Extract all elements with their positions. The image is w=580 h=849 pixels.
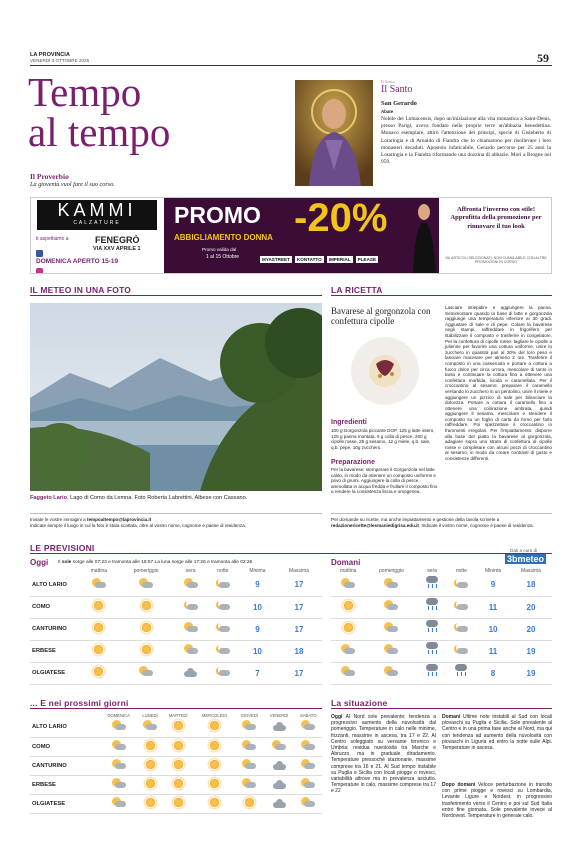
ad-address: VIA XXV APRILE 1 bbox=[93, 246, 141, 252]
sun-icon bbox=[145, 740, 156, 751]
forecast-row bbox=[30, 574, 322, 596]
partly-sunny-icon bbox=[139, 578, 153, 589]
sun-icon bbox=[93, 600, 104, 611]
forecast-row bbox=[331, 640, 552, 662]
partly-sunny-icon bbox=[341, 644, 355, 655]
col-mattina: mattina bbox=[90, 568, 108, 574]
city-name: CANTURINO bbox=[32, 626, 67, 632]
today-forecast-table bbox=[30, 568, 322, 685]
temp-max: 17 bbox=[294, 624, 304, 634]
partly-sunny-icon bbox=[112, 720, 126, 731]
sun-icon bbox=[173, 720, 184, 731]
ad-valid-dates: 1 al 15 Ottobre bbox=[206, 254, 240, 260]
ad-brand-item: KONTATTO bbox=[296, 257, 322, 262]
col-minima: Minima bbox=[484, 568, 502, 574]
partly-sunny-icon bbox=[384, 600, 398, 611]
temp-min: 11 bbox=[488, 602, 498, 612]
partly-sunny-icon bbox=[242, 759, 256, 770]
col-sera: sera bbox=[185, 568, 196, 574]
partly-sunny-icon bbox=[112, 740, 126, 751]
temp-min: 10 bbox=[252, 646, 262, 656]
moon-cloud-icon bbox=[216, 622, 230, 633]
rain-icon bbox=[425, 642, 439, 655]
tomorrow-forecast-table bbox=[331, 568, 552, 685]
saint-portrait bbox=[295, 80, 373, 186]
forecast-row bbox=[30, 596, 322, 618]
partly-sunny-icon bbox=[184, 644, 198, 655]
temp-min: 9 bbox=[490, 580, 496, 590]
cloud-icon bbox=[273, 780, 286, 789]
partly-sunny-icon bbox=[301, 740, 315, 751]
temp-max: 19 bbox=[526, 646, 536, 656]
city-name: ALTO LARIO bbox=[32, 581, 67, 588]
cloud-icon bbox=[273, 722, 286, 731]
sun-icon bbox=[145, 778, 156, 789]
next-days-row bbox=[30, 775, 322, 794]
temp-max: 20 bbox=[526, 624, 536, 634]
temp-max: 20 bbox=[526, 602, 536, 612]
forecast-row bbox=[331, 574, 552, 596]
ad-brand-list bbox=[260, 256, 378, 263]
ad-sunday: DOMENICA APERTO 15-19 bbox=[36, 258, 119, 265]
day-header: VENERDÌ bbox=[269, 713, 289, 718]
ricetta-section-title: LA RICETTA bbox=[331, 285, 383, 295]
forecast-row bbox=[331, 662, 552, 684]
temp-max: 18 bbox=[526, 580, 536, 590]
sun-icon bbox=[173, 759, 184, 770]
recipe-invite: Per domande su ricette, ma anche impiattamento e gestione della tavola scrivete a redazionericette@lesmaniedigrisa.edu.it. Indicate il vostro nome, cognome e paese di residenza. bbox=[331, 517, 534, 528]
partly-sunny-icon bbox=[143, 720, 157, 731]
sun-icon bbox=[209, 759, 220, 770]
sun-icon bbox=[343, 622, 354, 633]
rain-icon bbox=[425, 576, 439, 589]
section-title: Tempo al tempo bbox=[28, 69, 171, 155]
city-name: CANTURINO bbox=[32, 762, 67, 769]
page-number: 59 bbox=[537, 51, 549, 65]
sun-icon bbox=[145, 759, 156, 770]
moon-cloud-icon bbox=[454, 622, 468, 633]
next-days-row bbox=[30, 756, 322, 775]
forecast-row bbox=[331, 596, 552, 618]
forecast-row bbox=[331, 618, 552, 640]
data-credit: Dati a cura di bbox=[510, 548, 538, 553]
ad-tagline: Affronta l'inverno con stile! Approfitta della promozione per rinnovare il tuo look bbox=[450, 206, 542, 230]
sun-icon bbox=[173, 740, 184, 751]
temp-min: 8 bbox=[490, 668, 496, 678]
rain-icon bbox=[425, 664, 439, 677]
partly-sunny-icon bbox=[301, 720, 315, 731]
recipe-column-2: Lasciare intiepidire e aggiungere la panna. Semimontare quando la base di latte e gorgonzola raggiunge una temperatura inferiore ai 30 gradi. Aggiustare di sale e di pepe. Colare la bavarese negli stampi, raffreddare in frigorifero per stabilizzare il composto e trasferire in congelatore. Per la confettura di cipolle rosse: tagliare le cipolle a julienne per favorire una cottura uniforme, unire lo zucchero in quantità pari al 30% del loro peso e lasciare macerare per almeno 2 ore. Trasferire il composto in una casseruola e portare a cottura a fuoco dolce per circa un'ora, mescolare di tanto in tanto e continuare la cottura fino a ottenere una confettura morbida, lucida e caramellata. Per il croccantino al sesamo: preparare il caramello versando lo zucchero in un pentolino, unire il miele e aggiungere un pizzico di sale per bilanciare la dolcezza. Portare a cottura il caramello fino a ottenere una colorazione ambrata, quindi aggiungere il sesamo, mescolare e stendere il composto su un foglio di carta da forno per farlo raffreddare. Poi spezzettare il croccantino in frammenti irregolari. Per l'impiattamento: disporre alla base del piatto la bavarese al gorgonzola, adagiare sopra uno strato di confettura di cipolle rosse e completare con alcuni pezzi di croccantino al sesamo, in modo da creare contrasti di gusto e consistenze differenti. bbox=[445, 305, 552, 462]
temp-min: 9 bbox=[255, 580, 260, 590]
moon-cloud-icon bbox=[454, 644, 468, 655]
temp-max: 17 bbox=[294, 602, 304, 612]
day-header: GIOVEDÌ bbox=[240, 713, 259, 718]
city-name: ERBESE bbox=[32, 781, 56, 788]
proverbio-label: Il Proverbio bbox=[30, 172, 69, 181]
recipe-email-link[interactable]: redazionericette@lesmaniedigrisa.edu.it bbox=[331, 522, 419, 528]
moon-cloud-icon bbox=[216, 644, 230, 655]
cloud-icon bbox=[273, 761, 286, 770]
moon-cloud-icon bbox=[184, 600, 198, 611]
col-sera: sera bbox=[427, 568, 437, 574]
ad-promo: PROMO bbox=[174, 202, 261, 228]
advertisement[interactable] bbox=[30, 197, 552, 274]
rain-icon bbox=[425, 620, 439, 633]
forecast-row bbox=[30, 618, 322, 640]
next-days-row bbox=[30, 794, 322, 813]
city-name: OLGIATESE bbox=[32, 670, 66, 676]
sun-icon bbox=[93, 644, 104, 655]
col-massima: Massima bbox=[520, 568, 541, 574]
partly-sunny-icon bbox=[301, 797, 315, 808]
temp-max: 17 bbox=[294, 668, 304, 678]
partly-sunny-icon bbox=[112, 778, 126, 789]
temp-min: 10 bbox=[488, 624, 498, 634]
ad-valid-label: Promo valida dal bbox=[202, 247, 237, 252]
sun-icon bbox=[93, 666, 104, 677]
sun-icon bbox=[141, 600, 152, 611]
city-name: ERBESE bbox=[32, 648, 56, 654]
partly-sunny-icon bbox=[112, 797, 126, 808]
recipe-title: Bavarese al gorgonzola con confettura cipolle bbox=[331, 306, 431, 326]
temp-min: 9 bbox=[255, 624, 260, 634]
moon-cloud-icon bbox=[454, 600, 468, 611]
ad-model-image bbox=[409, 198, 439, 274]
social-icons bbox=[36, 244, 54, 251]
ad-fine-print: SU ARTICOLI SELEZIONATI. NON CUMULABILE CON ALTRE PROMOZIONI IN CORSO bbox=[445, 256, 547, 264]
sun-icon bbox=[209, 720, 220, 731]
situation-tomorrow: Domani Ultime note instabili al Sud con locali piovaschi su Puglia e Sicilia. Sole prevalente al Centro e in una prima fase anche al Nord, ma qui con tendenza ad aumento della nuvolosità con piovaschi in Liguria ed entro la notte sulle Alpi. Temperature in ascesa. bbox=[442, 714, 553, 752]
sun-icon bbox=[141, 644, 152, 655]
sun-icon bbox=[209, 740, 220, 751]
sun-icon bbox=[93, 622, 104, 633]
proverbio-text: La gioventù vuol fare il suo corso. bbox=[30, 181, 115, 188]
sun-icon bbox=[209, 797, 220, 808]
paper-name: LA PROVINCIA bbox=[30, 52, 70, 58]
situazione-title: La situazione bbox=[331, 698, 388, 708]
partly-sunny-icon bbox=[301, 759, 315, 770]
photo-caption: Faggeto Lario. Lago di Como da Lemna. Foto Roberta Labrettini. Albese con Cassano. bbox=[30, 495, 248, 501]
day-header: SABATO bbox=[299, 713, 317, 718]
sun-icon bbox=[173, 778, 184, 789]
col-massima: Massima bbox=[288, 568, 309, 574]
temp-min: 11 bbox=[488, 646, 498, 656]
sun-moon-info: Il sole sorge alle 07:23 e tramonta alle 18:57 La luna sorge alle 17:26 e tramonta alle 02:26 bbox=[58, 560, 253, 565]
prossimi-title: ... E nei prossimi giorni bbox=[30, 698, 129, 708]
col-pomeriggio: pomeriggio bbox=[379, 568, 404, 574]
partly-sunny-icon bbox=[242, 720, 256, 731]
partly-sunny-icon bbox=[139, 666, 153, 677]
ad-discount: -20% bbox=[294, 197, 388, 240]
forecast-row bbox=[30, 662, 322, 684]
temp-max: 18 bbox=[294, 646, 304, 656]
ad-brand-item: MYASTREET bbox=[262, 257, 290, 262]
temp-max: 19 bbox=[526, 668, 536, 678]
col-minima: Minima bbox=[249, 568, 266, 574]
sun-icon bbox=[145, 797, 156, 808]
moon-cloud-icon bbox=[216, 578, 230, 589]
next-days-table bbox=[30, 713, 322, 814]
partly-sunny-icon bbox=[301, 778, 315, 789]
ad-category: ABBIGLIAMENTO DONNA bbox=[174, 233, 273, 242]
photo-email-link[interactable]: tempoaltempo@laprovincia.it bbox=[86, 517, 152, 522]
sun-icon bbox=[244, 797, 255, 808]
situation-today: Oggi Al Nord sole prevalente; tendenza a progressivo aumento della nuvolosità dal pomeriggio. Temperature in calo nelle minime, frizzanti, massime in ascesa, tra 17 e 22. Al Centro soleggiato su versante tirrenico e Umbria; residua nuvolosità tra Marche e Abruzzo, ma in graduale diradamento. Temperature pressoché stazionarie, massime comprese tra 16 e 21. Al Sud tempo instabile su Puglia e Sicilia con locali piogge o rovesci, variabilità altrove ma in prevalenza asciutto. Temperature in calo, massime comprese tra 17 e 22 bbox=[331, 714, 436, 795]
sun-icon bbox=[173, 797, 184, 808]
col-notte: notte bbox=[455, 568, 467, 574]
partly-sunny-icon bbox=[184, 578, 198, 589]
temp-min: 7 bbox=[255, 668, 260, 678]
ad-brand-item: IMPERIAL bbox=[328, 257, 351, 262]
today-label: Oggi bbox=[30, 558, 49, 567]
ad-brand-sub: CALZATURE bbox=[73, 220, 121, 226]
ad-brand: KAMMI bbox=[57, 200, 137, 220]
partly-sunny-icon bbox=[384, 622, 398, 633]
ad-brand-item: PLEASE bbox=[357, 257, 377, 262]
rain-icon bbox=[425, 598, 439, 611]
ad-wait: ti aspettiamo a bbox=[36, 236, 69, 242]
santo-kicker: Il Santo bbox=[381, 79, 395, 84]
col-mattina: mattina bbox=[340, 568, 357, 574]
ingredients-title: Ingredienti bbox=[331, 419, 367, 426]
santo-label: Il Santo bbox=[381, 84, 413, 95]
tomorrow-label: Domani bbox=[331, 558, 361, 567]
saint-name: San Gerardo bbox=[381, 100, 417, 107]
forecast-row bbox=[30, 640, 322, 662]
partly-sunny-icon bbox=[242, 740, 256, 751]
3bmeteo-logo: 3bmeteo bbox=[507, 554, 545, 564]
temp-max: 17 bbox=[294, 580, 304, 590]
partly-sunny-icon bbox=[341, 666, 355, 677]
saint-role: Abate bbox=[381, 109, 394, 114]
weather-photo bbox=[30, 303, 322, 491]
partly-sunny-icon bbox=[272, 740, 286, 751]
col-notte: notte bbox=[217, 568, 229, 574]
partly-sunny-icon bbox=[384, 666, 398, 677]
col-pomeriggio: pomeriggio bbox=[133, 568, 159, 574]
moon-cloud-icon bbox=[454, 578, 468, 589]
rain-icon bbox=[454, 664, 468, 677]
next-days-row bbox=[30, 737, 322, 756]
partly-sunny-icon bbox=[184, 622, 198, 633]
foto-section-title: IL METEO IN UNA FOTO bbox=[30, 285, 132, 295]
partly-sunny-icon bbox=[384, 578, 398, 589]
sun-icon bbox=[141, 622, 152, 633]
temp-min: 10 bbox=[252, 602, 262, 612]
moon-cloud-icon bbox=[216, 600, 230, 611]
city-name: ALTO LARIO bbox=[32, 724, 67, 731]
issue-date: VENERDÌ 3 OTTOBRE 2025 bbox=[30, 58, 90, 63]
moon-cloud-icon bbox=[216, 666, 230, 677]
city-name: COMO bbox=[32, 604, 51, 610]
partly-sunny-icon bbox=[242, 778, 256, 789]
ad-store: FENEGRÒ bbox=[95, 235, 140, 245]
saint-text: Nobile del Lomacensis, dopo un'iniziazione alla vita monastica a Saint-Denis, presso Parigi, aveva fondato nelle proprie terre un'abbazia benedettina. Monaco esemplare, attirò l'attenzione dei principi, specie di Gisleberto di Lotaringia e di Arnaldo di Fiandra che lo chiamarono per risollevare i loro monasteri decaduti. Apostolo infaticabile, Gerardo percorse per 25 anni la Lotaringia e la Fiandra riformando una dozzina di abbazie. Morì a Brogne nel 959. bbox=[381, 116, 551, 166]
day-header: DOMENICA bbox=[107, 713, 130, 718]
previsioni-title: LE PREVISIONI bbox=[30, 543, 95, 553]
photo-invite: Inviate le vostre immagini a tempoaltempo@laprovincia.it Indicate sempre il luogo in cui la foto è stata scattata, oltre al vostro nome, cognome e paese di residenza. bbox=[30, 517, 247, 528]
sun-icon bbox=[209, 778, 220, 789]
cloud-icon bbox=[184, 668, 197, 677]
day-header: MARTEDÌ bbox=[168, 713, 188, 718]
partly-sunny-icon bbox=[384, 644, 398, 655]
cloud-icon bbox=[273, 799, 286, 808]
partly-sunny-icon bbox=[92, 578, 106, 589]
recipe-photo bbox=[342, 328, 428, 414]
sun-icon bbox=[343, 600, 354, 611]
partly-sunny-icon bbox=[112, 759, 126, 770]
city-name: OLGIATESE bbox=[32, 800, 66, 807]
city-name: COMO bbox=[32, 743, 51, 750]
preparation-title: Preparazione bbox=[331, 459, 375, 466]
situation-after-tomorrow: Dopo domani Veloce perturbazione in transito con prime piogge e rovesci su Lombardia, Levante Ligure e Nordest, in progressivo trasferimento verso il Centro e poi sul Sud Italia entro fine giornata. Sole prevalente invece al Nordovest. Temperature in generale calo. bbox=[442, 782, 552, 820]
day-header: MERCOLEDÌ bbox=[201, 713, 227, 718]
next-days-row bbox=[30, 718, 322, 737]
preparation-text: Per la bavarese: stemperare il Gorgonzola nel latte caldo, in modo da ottenere un composto uniforme e privo di grumi. Aggiungere la colla di pesce, ammollata in acqua fredda e frullare il composto fino a rendere la consistenza liscia e omogenea. bbox=[331, 467, 438, 495]
day-header: LUNEDÌ bbox=[142, 713, 158, 718]
ingredients-text: 100 g Gorgonzola piccante DOP, 125 g latte intero, 125 g panna montata, 5 g colla di pesce, 200 g cipolle rosse, 25 g sesamo, 12 g miele, q.b. sale, q.b. pepe, 10g zucchero. bbox=[331, 428, 435, 450]
partly-sunny-icon bbox=[341, 578, 355, 589]
